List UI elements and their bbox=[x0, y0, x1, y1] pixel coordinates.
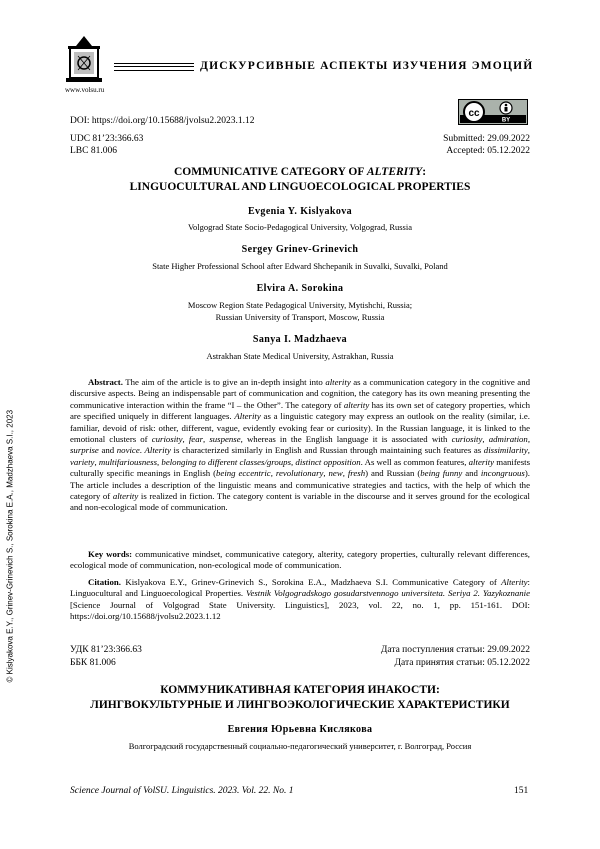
lbc: LBC 81.006 bbox=[70, 146, 117, 156]
ru-received-date: Дата поступления статьи: 29.09.2022 bbox=[380, 645, 530, 655]
journal-footer: Science Journal of VolSU. Linguistics. 2023. Vol. 22. No. 1 bbox=[70, 786, 294, 796]
keywords: Key words: communicative mindset, communicative category, alterity, category properties, culturally relevant differences, ecological mode of communication, non-ecological mode of communication. bbox=[70, 549, 530, 571]
creative-commons-by-icon bbox=[458, 99, 528, 125]
side-copyright: © Kislyakova E.Y., Grinev-Grinevich S., Sorokina E.A., Madzhaeva S.I., 2023 bbox=[5, 409, 15, 683]
author-name: Sergey Grinev-Grinevich bbox=[241, 244, 359, 255]
ru-author-affiliation: Волгоградский государственный социально-педагогический университет, г. Волгоград, Россия bbox=[128, 741, 472, 751]
author-affiliation: Volgograd State Socio-Pedagogical University, Volgograd, Russia bbox=[188, 222, 412, 232]
abstract: Abstract. The aim of the article is to give an in-depth insight into alterity as a communication category in the cognitive and discursive aspects. Being an indispensable part of communication and cognition, the category has its own meaning presenting the communicative interaction within the frame “I – the Other”. The category of alterity has its own set of category properties, which are specified uniquely in different languages. Alterity as a linguistic category may express an outlook on the reality (similar, i.e. familiar, devoid of risk: other, different, vague, evidently evoking fear or curiosity). In the Russian language, it is linked to the emotional clusters of curiosity, fear, suspense, whereas in the English language it is associated with curiosity, admiration, surprise and novice. Alterity is characterized similarly in English and Russian through maintaining such features as dissimilarity, variety, multifariousness, belonging to different classes/groups, distinct opposition. As well as common features, alterity manifests culturally specific meanings in English (being eccentric, revolutionary, new, fresh) and Russian (being funny and incongruous). The article includes a description of the linguistic means and communicative strategies and tactics, with the help of which the category of alterity is realized in fiction. The category content is variable in the discourse and it serves ground for the ecological and non-ecological mode of communication. bbox=[70, 377, 531, 513]
cc-by-label: BY bbox=[501, 117, 511, 124]
author-affiliation: State Higher Professional School after Edward Shchepanik in Suvalki, Suvalki, Poland bbox=[152, 261, 448, 271]
university-logo-icon bbox=[62, 34, 106, 84]
header-rule bbox=[114, 66, 194, 67]
ru-udk: УДК 81’23:366.63 bbox=[70, 645, 142, 655]
ru-bbk: ББК 81.006 bbox=[70, 658, 116, 668]
journal-section-header: ДИСКУРСИВНЫЕ АСПЕКТЫ ИЗУЧЕНИЯ ЭМОЦИЙ bbox=[200, 60, 534, 72]
accepted-date: Accepted: 05.12.2022 bbox=[446, 146, 530, 156]
doi[interactable]: DOI: https://doi.org/10.15688/jvolsu2.2023.1.12 bbox=[70, 116, 255, 126]
ru-article-subtitle: ЛИНГВОКУЛЬТУРНЫЕ И ЛИНГВОЭКОЛОГИЧЕСКИЕ ХАРАКТЕРИСТИКИ bbox=[90, 699, 510, 711]
udc: UDC 81’23:366.63 bbox=[70, 134, 144, 144]
header-rule bbox=[114, 63, 194, 64]
submitted-date: Submitted: 29.09.2022 bbox=[443, 134, 530, 144]
article-subtitle: LINGUOCULTURAL AND LINGUOECOLOGICAL PROPERTIES bbox=[129, 181, 471, 193]
site-url: www.volsu.ru bbox=[65, 86, 105, 94]
author-name: Evgenia Y. Kislyakova bbox=[247, 206, 353, 217]
article-title: COMMUNICATIVE CATEGORY OF ALTERITY: bbox=[173, 166, 427, 178]
ru-author-name: Евгения Юрьевна Кислякова bbox=[227, 724, 373, 735]
ru-article-title: КОММУНИКАТИВНАЯ КАТЕГОРИЯ ИНАКОСТИ: bbox=[160, 684, 440, 696]
citation: Citation. Kislyakova E.Y., Grinev-Grinevich S., Sorokina E.A., Madzhaeva S.I. Communicative Category of Alterity: Linguocultural and Linguoecological Properties. Vestnik Volgogradskogo gosudarstvennogo universiteta. Seriya 2. Yazykoznanie [Science Journal of Volgograd State University. Linguistics], 2023, vol. 22, no. 1, pp. 151-161. DOI: https://doi.org/10.15688/jvolsu2.2023.1.12 bbox=[70, 577, 530, 622]
page-number: 151 bbox=[514, 786, 529, 796]
author-name: Elvira A. Sorokina bbox=[256, 283, 344, 294]
ru-accepted-date: Дата принятия статьи: 05.12.2022 bbox=[394, 658, 530, 668]
author-affiliation: Russian University of Transport, Moscow, Russia bbox=[215, 312, 385, 322]
author-affiliation: Moscow Region State Pedagogical University, Mytishchi, Russia; bbox=[187, 300, 413, 310]
author-name: Sanya I. Madzhaeva bbox=[252, 334, 348, 345]
author-affiliation: Astrakhan State Medical University, Astrakhan, Russia bbox=[206, 351, 394, 361]
header-rule bbox=[114, 70, 194, 71]
svg-text:cc: cc bbox=[468, 108, 480, 119]
